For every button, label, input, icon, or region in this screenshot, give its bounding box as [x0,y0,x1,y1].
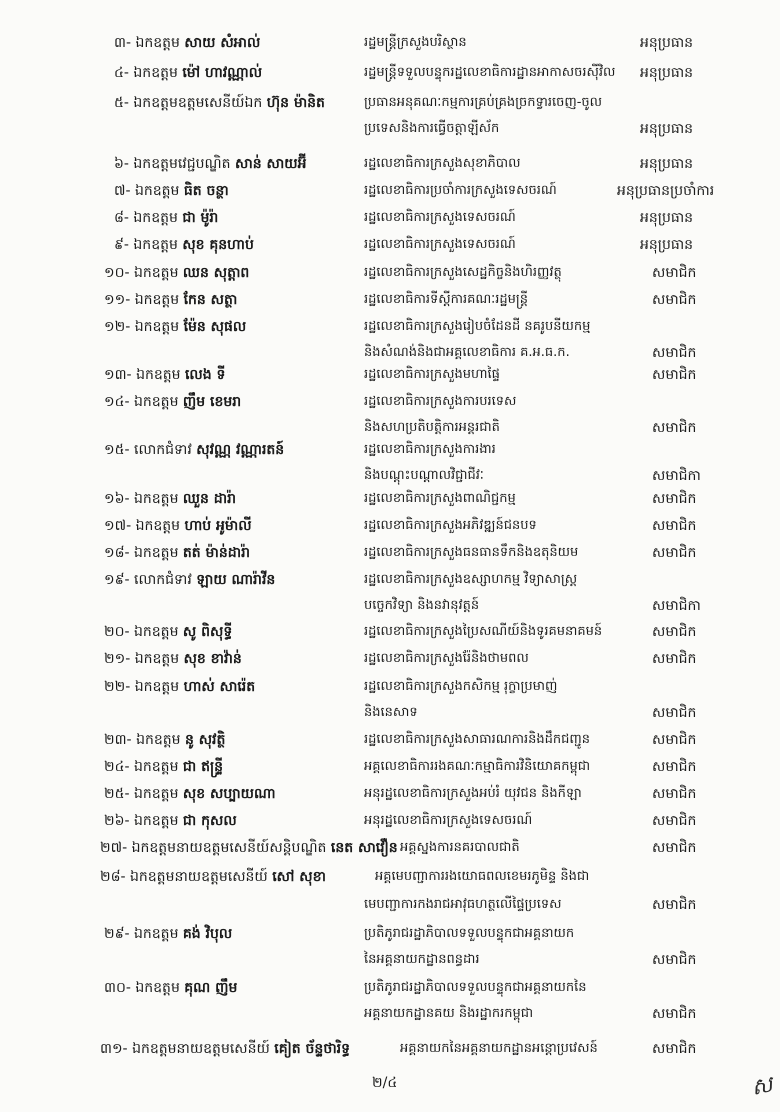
entry-role: សមាជិក [652,840,697,856]
entry-position: រដ្ឋលេខាធិការក្រសួងមហាផ្ទៃ [364,367,500,382]
entry-role: សមាជិក [652,345,697,361]
entry-position: រដ្ឋលេខាធិការក្រសួងអភិវឌ្ឍន៍ជនបទ [364,518,537,533]
entry-number: ២៤- [104,759,130,775]
entry-label [114,64,262,82]
entry-title: ឯកឧត្តម [133,210,178,226]
entry-number: ១៣- [104,367,132,383]
entry-position: អគ្គស្នងការនគរបាលជាតិ [400,840,520,855]
entry-label [104,758,223,776]
entry-number: ១៤- [104,394,130,410]
entry-title: ឯកឧត្តម [134,679,180,695]
entry-name: ឈួន ដារ៉ា [182,491,236,507]
entry-name: សាន់ សាយអ៊ី [234,156,307,172]
entry-name: ជា ឥន្ទ្រី [182,759,224,775]
entry-role: អនុប្រធាន [640,156,694,172]
entry-position: និងបណ្តុះបណ្តាលវិជ្ជាជីវៈ [364,468,484,483]
entry-title: ឯកឧត្តម [134,394,179,410]
entry-name: ជា ម៉ូរ៉ា [182,210,219,226]
entry-position: រដ្ឋលេខាធិការក្រសួងរ៉ែនិងថាមពល [364,651,529,666]
entry-title: ឯកឧត្តម [133,237,178,253]
entry-title: ឯកឧត្តមនាយឧត្តមសេនីយ៍សន្តិបណ្ឌិត [131,840,327,856]
entry-title: ឯកឧត្តម [133,65,178,81]
entry-position: ប្រតិភូរាជរដ្ឋាភិបាលទទួលបន្ទុកជាអគ្គនាយក [364,926,575,941]
entry-position: រដ្ឋលេខាធិការក្រសួងសាធារណការនិងដឹកជញ្ជូន [364,732,591,747]
entry-number: ១២- [104,319,131,335]
entry-title: ឯកឧត្តម [134,292,180,308]
entry-title: ឯកឧត្តម [134,651,180,667]
entry-title: ឯកឧត្តម [134,926,179,942]
entry-position: អគ្គលេខាធិការរងគណៈកម្មាធិការវិនិយោគកម្ពុជា [364,759,591,774]
entry-position: និងសហប្រតិបត្តិការអន្តរជាតិ [364,420,500,435]
entry-name: ម៉ែន សុផល [183,319,247,335]
entry-name: នូ សុវត្ថិ [184,732,226,748]
entry-title: ឯកឧត្តម [134,319,180,335]
entry-position: រដ្ឋលេខាធិការក្រសួងកសិកម្ម រុក្ខាប្រមាញ់ [364,679,558,694]
entry-name: គុណ ញឹម [184,980,238,996]
entry-role: សមាជិក [652,545,697,561]
entry-role: អនុប្រធានប្រចាំការ [617,183,715,199]
entry-number: ២១- [104,651,131,667]
entry-name: ហាប់ អូម៉ាលី [184,518,252,534]
entry-label [104,571,275,589]
entry-role: អនុប្រធាន [640,210,694,226]
entry-role: សមាជិក [652,624,697,640]
entry-title: ឯកឧត្តម [134,759,179,775]
entry-role: សមាជិកា [652,468,701,484]
entry-label [114,236,254,254]
entry-position: រដ្ឋលេខាធិការក្រសួងឧស្សាហកម្ម វិទ្យាសាស្ត្រ [364,572,578,587]
entry-label [104,650,242,668]
entry-position: រដ្ឋលេខាធិការក្រសួងការងារ [364,442,496,457]
entry-role: សមាជិក [652,420,697,436]
entry-label [104,544,250,562]
page-number: ២/៤ [372,1075,398,1091]
entry-name: ញឹម ខេមរា [182,394,242,410]
entry-role: អនុប្រធាន [640,237,694,253]
entry-name: ធិត ចន្ថា [183,183,229,199]
entry-position: អគ្គមេបញ្ជាការរងយោធពលខេមរភូមិន្ទ និងជា [375,869,590,884]
entry-position: រដ្ឋលេខាធិការក្រសួងធនធានទឹកនិងឧតុនិយម [364,545,579,560]
entry-position: បច្ចេកវិទ្យា និងនវានុវត្តន៍ [364,598,480,613]
entry-title: ឯកឧត្តម [135,980,180,996]
entry-name: គៀត ច័ន្ទថារិទ្ធ [274,1041,350,1057]
entry-name: ម៉ៅ ហាវណ្ណាល់ [182,65,263,81]
entry-role: សមាជិក [652,651,697,667]
entry-label [114,182,229,200]
entry-position: រដ្ឋមន្ត្រីទទួលបន្ទុករដ្ឋលេខាធិការដ្ឋានអាកាសចរស៊ីវិល [364,65,616,80]
entry-name: លេង ទី [184,367,226,383]
entry-number: ១៦- [104,491,130,507]
entry-position: និងនេសាទ [364,705,418,720]
entry-label [104,812,237,830]
entry-title: ឯកឧត្តមនាយឧត្តមសេនីយ៍ [130,869,268,885]
entry-title: ឯកឧត្តម [135,35,180,51]
entry-number: ៩- [114,237,129,253]
entry-position: មេបញ្ជាការកងរាជអាវុធហត្ថលើផ្ទៃប្រទេស [364,897,562,912]
entry-role: សមាជិក [652,897,697,913]
entry-position: នៃអគ្គនាយកដ្ឋានពន្ធដារ [364,952,480,967]
entry-name: សុខ គុនហាប់ [182,237,254,253]
entry-label [104,925,232,943]
entry-position: ប្រតិភូរាជរដ្ឋាភិបាលទទួលបន្ទុកជាអគ្គនាយកនៃ [364,980,587,995]
entry-position: អនុរដ្ឋលេខាធិការក្រសួងអប់រំ យុវជន និងកីឡា [364,786,582,801]
entry-label [104,393,241,411]
entry-name: នេត សាវឿន [330,840,398,856]
entry-number: ៧- [114,183,131,199]
entry-position: រដ្ឋលេខាធិការក្រសួងទេសចរណ៍ [364,210,516,225]
entry-title: ឯកឧត្តម [134,624,179,640]
entry-name: តត់ ម៉ាន់ដារ៉ា [182,545,250,561]
entry-role: សមាជិក [652,292,697,308]
entry-number: ២០- [104,624,130,640]
entry-role: សមាជិក [652,265,697,281]
entry-title: ឯកឧត្តម [134,265,179,281]
entry-position: ប្រធានអនុគណៈកម្មការគ្រប់គ្រងច្រកទ្វារចេញ-ចូល [364,95,603,110]
entry-title: ឯកឧត្តម [135,183,180,199]
entry-name: កែន សត្ថា [183,292,238,308]
entry-label [114,34,260,52]
entry-label [104,490,236,508]
entry-label [104,979,237,997]
entry-label [114,209,218,227]
entry-title: លោកជំទាវ [134,442,192,458]
entry-number: ២៩- [104,926,130,942]
entry-position: រដ្ឋលេខាធិការក្រសួងសុខាភិបាល [364,156,521,171]
entry-position: អគ្គនាយកដ្ឋានគយ និងរដ្ឋាករកម្ពុជា [364,1006,534,1021]
entry-role: សមាជិក [652,705,697,721]
entry-label [104,731,225,749]
entry-label [104,441,284,459]
entry-position: រដ្ឋលេខាធិការក្រសួងពាណិជ្ជកម្ម [364,491,516,506]
entry-title: លោកជំទាវ [134,572,192,588]
entry-position: រដ្ឋលេខាធិការក្រសួងប្រៃសណីយ៍និងទូរគមនាគមន៍ [364,624,603,639]
entry-number: ១៩- [104,572,130,588]
entry-title: ឯកឧត្តម [134,813,179,829]
entry-number: ១៧- [104,518,132,534]
entry-label [104,291,237,309]
entry-role: សមាជិក [652,759,697,775]
entry-number: ៤- [114,65,129,81]
entry-name: សុវណ្ណ វណ្ណារតន៍ [196,442,285,458]
entry-number: ២៦- [104,813,130,829]
entry-label [114,94,325,112]
entry-role: អនុប្រធាន [640,65,694,81]
entry-title: ឯកឧត្តម [136,367,181,383]
entry-number: ៦- [114,156,129,172]
entry-role: សមាជិក [652,813,697,829]
entry-position: ប្រទេសនិងការធ្វើចត្តាឡីស័ក [364,121,500,136]
entry-name: សុខ ខាវ៉ាន់ [183,651,242,667]
entry-position: អគ្គនាយកនៃអគ្គនាយកដ្ឋានអន្តោប្រវេសន៍ [400,1041,598,1056]
entry-name: ជា កុសល [182,813,237,829]
entry-title: ឯកឧត្តម [135,518,181,534]
entry-number: ៣- [114,35,132,51]
entry-position: រដ្ឋលេខាធិការក្រសួងសេដ្ឋកិច្ចនិងហិរញ្ញវត្ថុ [364,265,562,280]
entry-label [104,785,276,803]
entry-role: សមាជិក [652,1041,697,1057]
entry-number: ៨- [114,210,129,226]
entry-position: និងសំណង់និងជាអគ្គលេខាធិការ គ.អ.ធ.ក. [364,345,570,360]
entry-role: សមាជិកា [652,598,701,614]
entry-position: រដ្ឋលេខាធិការប្រចាំការក្រសួងទេសចរណ៍ [364,183,557,198]
entry-label [104,366,225,384]
entry-number: ១១- [104,292,131,308]
entry-role: សមាជិក [652,518,697,534]
entry-label [100,839,398,857]
entry-position: រដ្ឋមន្ត្រីក្រសួងបរិស្ថាន [364,35,467,50]
handwritten-initials: ស [749,1072,776,1101]
entry-role: អនុប្រធាន [640,35,694,51]
entry-title: ឯកឧត្តម [134,545,179,561]
entry-number: ២៨- [100,869,126,885]
entry-label [114,155,306,173]
entry-name: សុខ សប្បាយណា [182,786,276,802]
entry-name: ហ៊ុន ម៉ានិត [266,95,325,111]
entry-number: ២៥- [104,786,130,802]
entry-label [104,623,232,641]
entry-role: សមាជិក [652,786,697,802]
entry-number: ៥- [114,95,129,111]
entry-position: រដ្ឋលេខាធិការក្រសួងការបរទេស [364,394,517,409]
entry-number: ២២- [104,679,131,695]
entry-position: អនុរដ្ឋលេខាធិការក្រសួងទេសចរណ៍ [364,813,533,828]
entry-title: ឯកឧត្តមនាយឧត្តមសេនីយ៍ [132,1041,270,1057]
entry-title: ឯកឧត្តមវេជ្ជបណ្ឌិត [133,156,231,172]
entry-label [104,264,249,282]
entry-label [100,868,326,886]
entry-number: ២៣- [104,732,132,748]
entry-name: សៅ សុខា [272,869,326,885]
entry-name: គង់ វិបុល [182,926,233,942]
entry-number: ៣១- [100,1041,128,1057]
entry-position: រដ្ឋលេខាធិការក្រសួងទេសចរណ៍ [364,237,516,252]
entry-role: សមាជិក [652,491,697,507]
entry-number: ៣០- [104,980,131,996]
entry-position: រដ្ឋលេខាធិការក្រសួងរៀបចំដែនដី នគរូបនីយកម្ម [364,319,591,334]
entry-label [100,1040,350,1058]
entry-label [104,318,246,336]
entry-position: រដ្ឋលេខាធិការទីស្តីការគណៈរដ្ឋមន្ត្រី [364,292,528,307]
entry-name: ហាស់ សារ៉េត [183,679,256,695]
entry-label [104,517,252,535]
entry-number: ២៧- [100,840,128,856]
entry-title: ឯកឧត្តម [136,732,181,748]
entry-name: ឡាយ ណារ៉ាវីន [196,572,276,588]
entry-title: ឯកឧត្តម [134,786,179,802]
entry-role: អនុប្រធាន [640,121,694,137]
entry-number: ១០- [104,265,130,281]
entry-role: សមាជិក [652,732,697,748]
entry-number: ១៨- [104,545,130,561]
entry-title: ឯកឧត្តម [134,491,179,507]
entry-title: ឯកឧត្តមឧត្តមសេនីយ៍ឯក [133,95,263,111]
entry-role: សមាជិក [652,367,697,383]
entry-name: ឈន សុត្តាព [182,265,250,281]
entry-name: សូ ពិសុទ្ធី [182,624,233,640]
entry-name: សាយ សំអាល់ [184,35,261,51]
entry-number: ១៥- [104,442,130,458]
entry-label [104,678,255,696]
entry-role: សមាជិក [652,952,697,968]
entry-role: សមាជិក [652,1006,697,1022]
